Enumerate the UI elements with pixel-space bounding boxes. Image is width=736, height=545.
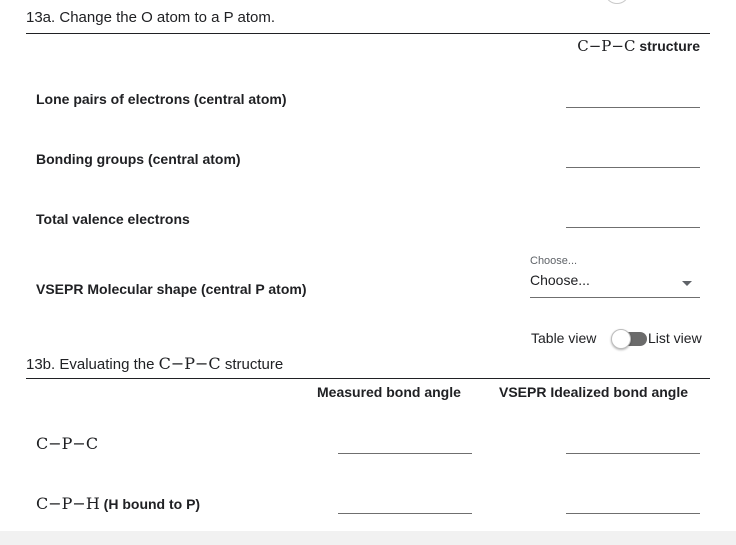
table-view-label[interactable]: Table view xyxy=(531,330,597,346)
view-toggle xyxy=(531,328,711,350)
vsepr-shape-select[interactable] xyxy=(530,253,700,299)
total-valence-input[interactable] xyxy=(566,204,700,228)
view-switch[interactable] xyxy=(611,328,647,350)
lone-pairs-input[interactable] xyxy=(566,84,700,108)
row-cph-formula: C−P−H xyxy=(36,494,100,513)
bottom-band xyxy=(0,531,736,545)
chevron-down-icon xyxy=(682,281,692,286)
row-cph-note: (H bound to P) xyxy=(103,496,201,512)
select-caption: Choose... xyxy=(530,255,578,267)
section-b-title-suffix: structure xyxy=(224,356,284,373)
cph-measured-input[interactable] xyxy=(338,490,472,514)
row-label-vsepr-shape: VSEPR Molecular shape (central P atom) xyxy=(36,281,307,297)
section-a-column-header xyxy=(577,37,700,55)
switch-thumb xyxy=(611,329,631,349)
section-a-divider xyxy=(26,33,710,34)
column-ideal-angle: VSEPR Idealized bond angle xyxy=(499,384,689,400)
column-measured-angle: Measured bond angle xyxy=(317,384,461,400)
bonding-groups-input[interactable] xyxy=(566,144,700,168)
cph-ideal-input[interactable] xyxy=(566,490,700,514)
column-header-suffix: structure xyxy=(639,38,700,54)
row-label-bonding-groups: Bonding groups (central atom) xyxy=(36,151,241,167)
select-value: Choose... xyxy=(530,272,590,288)
row-label-lone-pairs: Lone pairs of electrons (central atom) xyxy=(36,91,287,107)
section-a-title: 13a. Change the O atom to a P atom. xyxy=(26,9,276,26)
row-label-cph xyxy=(36,494,200,513)
column-header-formula: C−P−C xyxy=(577,37,636,55)
cpc-measured-input[interactable] xyxy=(338,430,472,454)
section-b-title xyxy=(26,354,283,373)
section-b-title-formula: C−P−C xyxy=(158,354,221,373)
section-b-divider xyxy=(26,378,710,379)
row-label-total-valence: Total valence electrons xyxy=(36,211,190,227)
cpc-ideal-input[interactable] xyxy=(566,430,700,454)
select-underline xyxy=(530,297,700,298)
row-label-cpc xyxy=(36,434,98,453)
scroll-corner-arc xyxy=(606,0,628,4)
list-view-label[interactable]: List view xyxy=(648,330,702,346)
section-b-title-prefix: 13b. Evaluating the xyxy=(26,356,155,373)
row-cpc-formula: C−P−C xyxy=(36,434,99,453)
